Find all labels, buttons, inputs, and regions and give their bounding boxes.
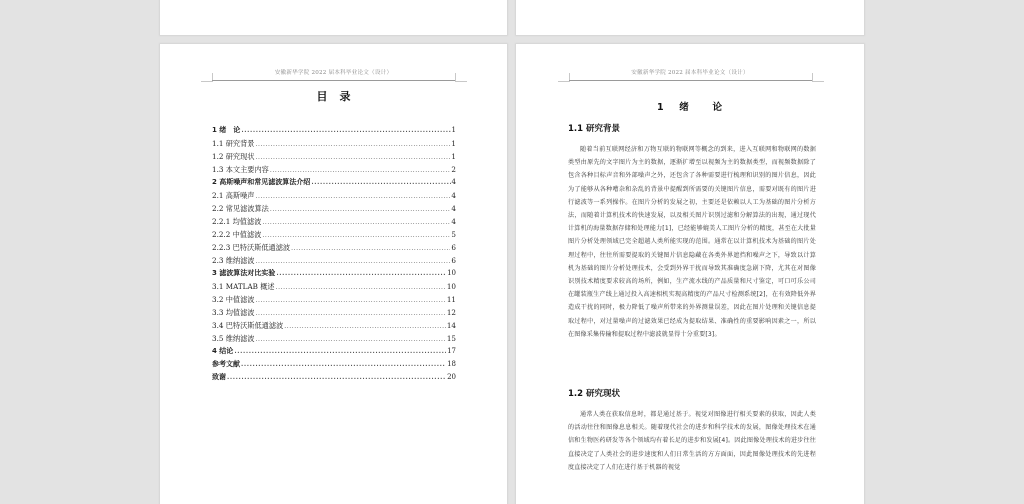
chapter-title-part: 论	[712, 102, 723, 113]
toc-leader-dots	[234, 345, 446, 358]
section-heading: 1.1 研究背景	[568, 124, 621, 134]
toc-entry-page: 4	[451, 217, 456, 226]
toc-leader-dots	[241, 358, 446, 371]
toc-leader-dots	[276, 281, 446, 294]
toc-leader-dots	[311, 176, 450, 189]
toc-entry-page: 6	[451, 243, 456, 252]
toc-entry-page: 1	[451, 139, 456, 148]
toc-entry-page: 1	[451, 126, 456, 134]
toc-entry[interactable]	[212, 176, 456, 189]
toc-leader-dots	[255, 151, 450, 164]
margin-corner-mark	[812, 73, 824, 82]
toc-entry-page: 14	[446, 321, 456, 330]
toc-title: 目录	[316, 90, 363, 103]
toc-entry-label: 参考文献	[212, 360, 240, 368]
chapter-title	[516, 99, 864, 113]
toc-entry-page: 6	[451, 256, 456, 265]
toc-leader-dots	[255, 190, 450, 203]
toc-entry-label: 1.2 研究现状	[212, 152, 255, 161]
toc-entry-label: 2.2 常见滤波算法	[212, 204, 269, 213]
toc-entry-page: 18	[447, 360, 456, 368]
toc-entry[interactable]	[212, 358, 456, 371]
toc-entry-label: 1.1 研究背景	[212, 139, 255, 148]
chapter-number: 1	[657, 102, 665, 113]
toc-entry-page: 17	[447, 347, 456, 355]
toc-entry-page: 12	[446, 308, 456, 317]
body-paragraph: 通常人类在获取信息时，都是通过基于。视觉对图像进行相关要素的获取，因此人类的活动往往和图像息息相关。随着现代社会的进步和科学技术的发展，图像处理技术在通信和生物医药研发等各个领域均有着长足的进步和发展[4]。因此图像处理技术的进步往往直接决定了人类社会的进步速度和人们日常生活的方方面面，因此图像处理技术的先进程度直接决定了人们在进行基于机器的视觉	[568, 411, 816, 471]
toc-entry-label: 3 滤波算法对比实验	[212, 269, 276, 277]
running-header: 安徽新华学院 2022 届本科毕业论文（设计）	[274, 70, 393, 76]
header-rule	[569, 80, 813, 81]
table-of-contents	[212, 124, 456, 384]
toc-leader-dots	[255, 307, 445, 320]
toc-leader-dots	[227, 371, 446, 384]
toc-entry[interactable]	[212, 124, 456, 137]
toc-leader-dots	[262, 216, 450, 229]
toc-leader-dots	[270, 203, 451, 216]
toc-entry[interactable]	[212, 319, 456, 332]
toc-entry-label: 2.2.1 均值滤波	[212, 217, 262, 226]
toc-entry-label: 1.3 本文主要内容	[212, 165, 269, 174]
toc-leader-dots	[262, 229, 450, 242]
toc-entry[interactable]	[212, 189, 456, 202]
toc-entry-label: 3.5 维纳滤波	[212, 334, 255, 343]
toc-entry-page: 1	[451, 152, 456, 161]
toc-entry-label: 2.2.2 中值滤波	[212, 230, 262, 239]
running-header: 安徽新华学院 2022 届本科毕业论文（设计）	[631, 70, 749, 76]
toc-entry-label: 3.1 MATLAB 概述	[212, 282, 275, 291]
toc-entry[interactable]	[212, 306, 456, 319]
header-rule	[212, 80, 456, 81]
toc-entry-page: 10	[446, 282, 456, 291]
previous-page-right	[516, 0, 864, 35]
toc-leader-dots	[291, 242, 450, 255]
toc-entry-page: 2	[451, 165, 456, 174]
toc-entry-page: 4	[451, 204, 456, 213]
toc-entry-page: 4	[451, 191, 456, 200]
toc-entry[interactable]	[212, 345, 456, 358]
previous-page-left	[160, 0, 507, 35]
toc-entry[interactable]	[212, 215, 456, 228]
toc-entry-label: 致谢	[212, 373, 226, 381]
toc-entry[interactable]	[212, 241, 456, 254]
toc-entry-label: 2.1 高斯噪声	[212, 191, 255, 200]
toc-entry[interactable]	[212, 150, 456, 163]
toc-entry-label: 2.3 维纳滤波	[212, 256, 255, 265]
toc-leader-dots	[255, 138, 450, 151]
toc-entry[interactable]	[212, 202, 456, 215]
toc-entry[interactable]	[212, 163, 456, 176]
toc-entry-label: 2 高斯噪声和常见滤波算法介绍	[212, 178, 311, 186]
toc-entry-page: 11	[446, 295, 456, 304]
toc-entry-page: 10	[447, 269, 456, 277]
toc-entry-label: 1 绪 论	[212, 126, 241, 134]
toc-entry-label: 2.2.3 巴特沃斯低通滤波	[212, 243, 291, 252]
toc-leader-dots	[255, 294, 445, 307]
toc-entry-label: 3.3 均值滤波	[212, 308, 255, 317]
toc-entry[interactable]	[212, 137, 456, 150]
toc-entry[interactable]	[212, 228, 456, 241]
toc-entry[interactable]	[212, 254, 456, 267]
body-paragraph: 随着当前互联网经济和万物互联的物联网等概念的到来，进入互联网和物联网的数据类型由原先的文字图片为主的数据，逐渐扩增至以视频为主的数据类型，而视频数据除了包含各种目标声音和外部噪声之外，还包含了各种需要进行梳理和识别的图片信息，因此为了能够从各种嘈杂和杂乱的背景中提醒到所需要的关键图片信息，需要对既有的图片进行滤波等一系列操作。在图片分析的发展之初，主要还是依赖以人工为基础的图片分析方法，而随着计算机技术的快速发展，以及相关图片识别过滤和分解算法的出现，通过现代计算机的海量数据存储和处理能力[1]，已经能够媲美人工图片分析的精度，甚至在大批量图片分析处理领域已完全超越人类所能实现的范围。通常在以计算机技术为基础的图片处理过程中，往往所需要提取的关键图片信息隐藏在各类外界遮挡和噪声之下，导致以计算机为基础的图片分析处理技术，会受到外界干扰而导致其准确度急剧下降，尤其在对图像识别技术精度要求较高的场所，例如，生产流水线的产品质量和尺寸鉴定，可口可乐公司在罐装瓶生产线上通过投入高速相机实现高精度的产品尺寸检测系统[2]，在有效降低外界造成干扰的同时，极力降低了噪声所带来的外界测量误差，因此在图片处理和关键信息提取过程中，对过量噪声的过滤效果已经成为提取结果、准确性的重要影响因素之一，所以在图像采集传输和提取过程中滤波就显得十分重要[3]。	[568, 146, 816, 338]
toc-page	[160, 44, 507, 504]
toc-entry[interactable]	[212, 280, 456, 293]
toc-entry-page: 4	[451, 178, 456, 186]
chapter-title-part: 绪	[679, 102, 690, 113]
toc-entry-label: 4 结论	[212, 347, 234, 355]
toc-entry-page: 5	[451, 230, 456, 239]
toc-leader-dots	[276, 267, 446, 280]
toc-entry[interactable]	[212, 267, 456, 280]
toc-entry-page: 20	[447, 373, 456, 381]
toc-entry[interactable]	[212, 371, 456, 384]
section-heading: 1.2 研究现状	[568, 389, 621, 399]
toc-leader-dots	[284, 320, 446, 333]
margin-corner-mark	[455, 73, 467, 82]
chapter-page	[516, 44, 864, 504]
toc-entry[interactable]	[212, 332, 456, 345]
toc-entry[interactable]	[212, 293, 456, 306]
toc-leader-dots	[241, 124, 450, 137]
toc-entry-label: 3.2 中值滤波	[212, 295, 255, 304]
toc-entry-page: 15	[446, 334, 456, 343]
toc-entry-label: 3.4 巴特沃斯低通滤波	[212, 321, 284, 330]
